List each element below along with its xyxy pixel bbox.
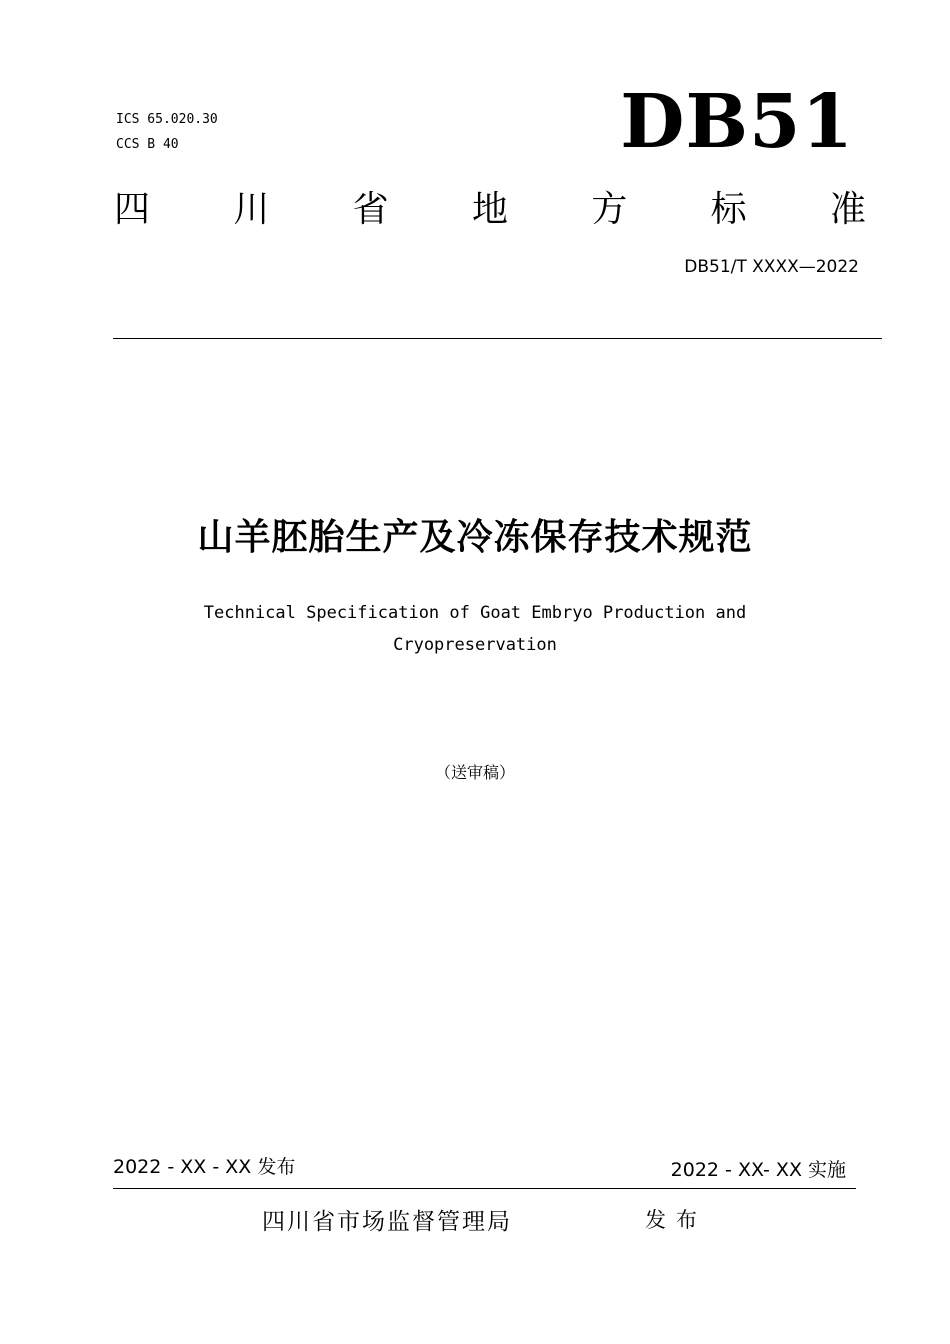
issued-label: 发布 — [645, 1208, 707, 1232]
standard-type-char: 川 — [233, 189, 270, 230]
db51-logo: DB51 — [620, 79, 854, 165]
standard-type-char: 四 — [114, 189, 151, 230]
header-divider — [113, 338, 882, 339]
standard-type-char: 省 — [352, 189, 389, 230]
english-title-line: Technical Specification of Goat Embryo Production and — [203, 603, 747, 623]
footer-divider — [113, 1188, 856, 1189]
draft-status: （送审稿） — [434, 763, 515, 782]
standard-type-char: 准 — [829, 189, 866, 230]
english-title-line: Cryopreservation — [393, 635, 557, 655]
implementation-date: 2022 - XX- XX 实施 — [670, 1159, 846, 1181]
standard-number: DB51/T XXXX—2022 — [684, 257, 859, 277]
standard-type-char: 标 — [710, 189, 747, 230]
ccs-code: CCS B 40 — [116, 137, 179, 152]
standard-type-heading — [114, 185, 866, 235]
ics-code: ICS 65.020.30 — [116, 112, 218, 127]
issuing-authority: 四川省市场监督管理局 — [262, 1209, 512, 1235]
standard-type-char: 方 — [591, 189, 628, 230]
standard-type-char: 地 — [471, 189, 508, 230]
document-title-english — [150, 597, 800, 661]
issue-date: 2022 - XX - XX 发布 — [113, 1156, 296, 1178]
document-title-chinese: 山羊胚胎生产及冷冻保存技术规范 — [197, 517, 753, 558]
